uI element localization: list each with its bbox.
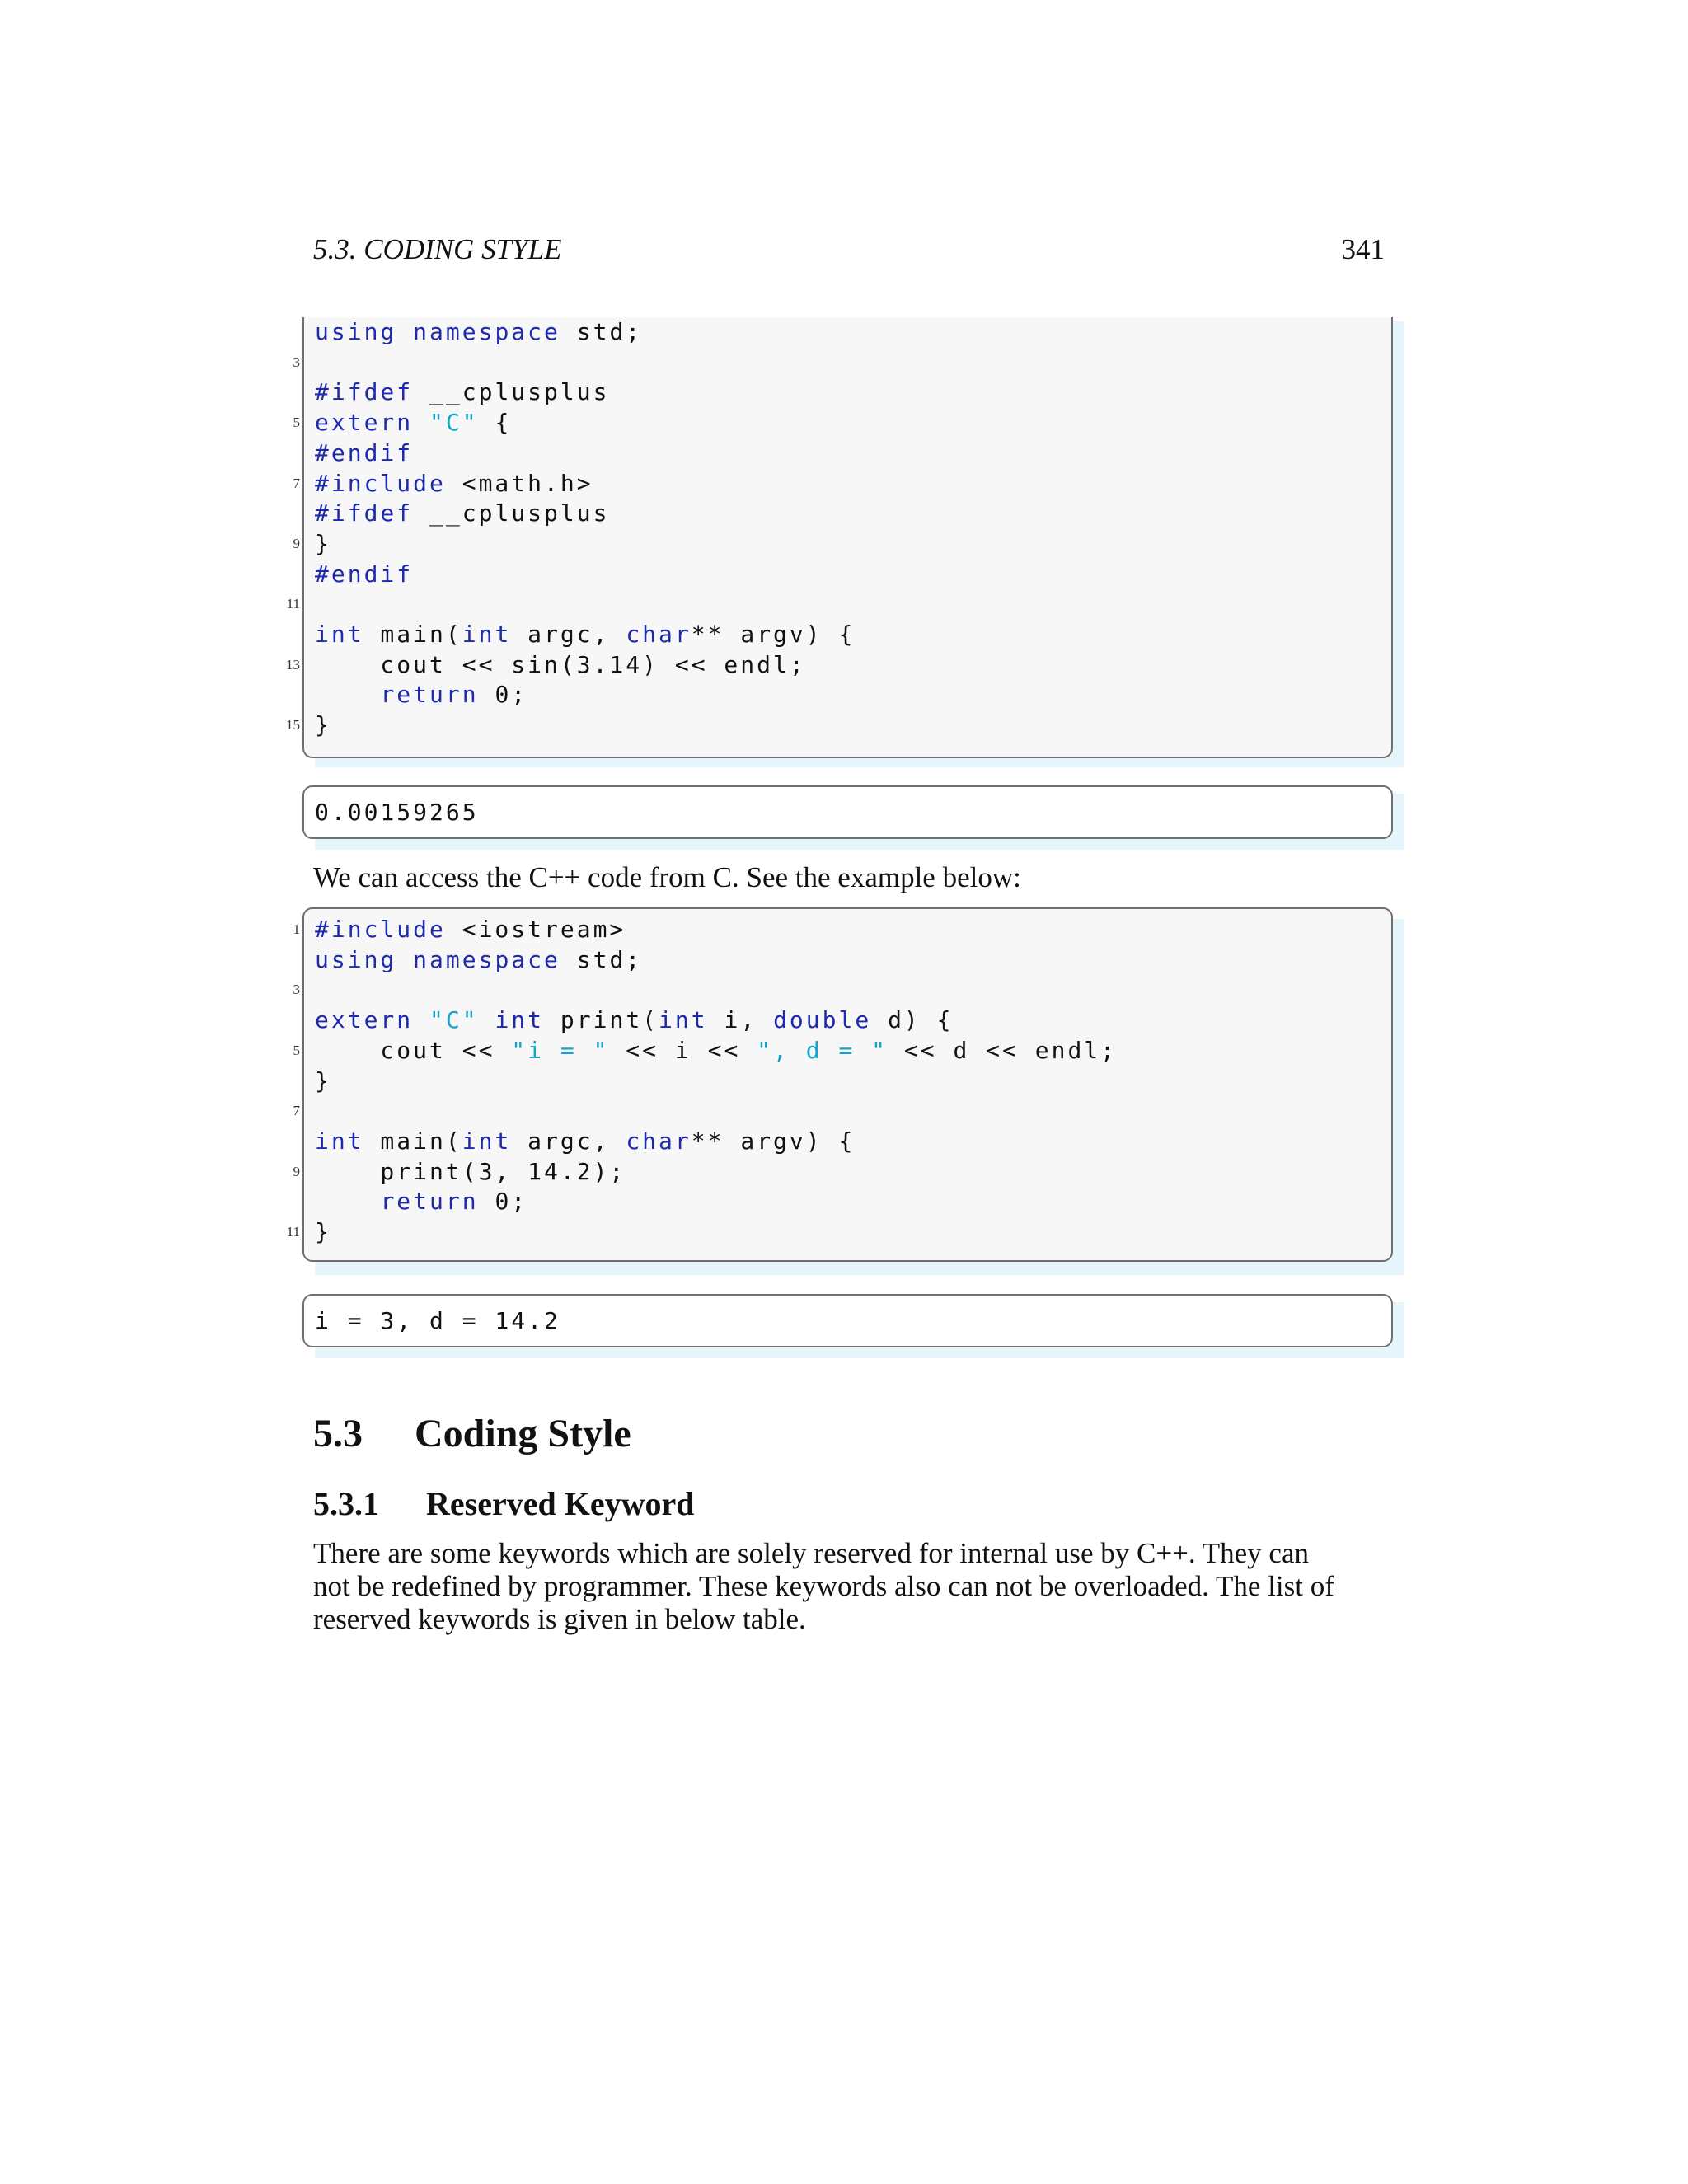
subsection-number: 5.3.1 [313, 1485, 379, 1522]
code-keyword: int [315, 1127, 364, 1155]
line-number: 5 [293, 415, 300, 431]
line-number: 7 [293, 475, 300, 491]
code-keyword: namespace [413, 318, 560, 345]
subsection-title: Reserved Keyword [426, 1485, 695, 1522]
code-string: "i = " [511, 1036, 610, 1064]
code-text [315, 1188, 380, 1215]
code-keyword: #include [315, 916, 446, 943]
code-keyword: #ifdef [315, 499, 414, 527]
code-line [315, 1066, 331, 1096]
code-line [315, 1005, 954, 1035]
code-string: "C" [429, 1006, 479, 1034]
code-text: cout << [315, 1036, 512, 1064]
code-keyword: using [315, 945, 397, 973]
code-line [315, 1157, 626, 1187]
code-keyword: namespace [413, 945, 560, 973]
line-number: 5 [293, 1042, 300, 1058]
code-text: << i << [609, 1036, 757, 1064]
code-text: main( [363, 1127, 462, 1155]
code-keyword: char [626, 621, 692, 648]
code-text: std; [560, 318, 643, 345]
line-number: 7 [293, 1103, 300, 1119]
code-keyword: #ifdef [315, 378, 414, 406]
code-keyword: return [380, 681, 479, 709]
code-line [315, 438, 413, 468]
code-keyword: return [380, 1188, 479, 1216]
code-line [315, 650, 806, 680]
line-number: 15 [286, 717, 300, 733]
code-keyword: int [495, 1006, 545, 1034]
code-text: } [315, 1066, 331, 1094]
code-text: main( [363, 621, 462, 648]
line-number: 3 [293, 354, 300, 370]
code-text: } [315, 711, 331, 739]
code-text [396, 318, 413, 345]
code-text: <iostream> [445, 916, 626, 943]
code-line [315, 680, 528, 710]
code-keyword: char [626, 1127, 692, 1155]
code-text [413, 409, 429, 436]
code-text: { [478, 409, 512, 437]
code-keyword: #endif [315, 438, 414, 466]
code-line [315, 1127, 855, 1156]
line-number: 9 [293, 1163, 300, 1179]
line-number: 11 [286, 1224, 300, 1240]
line-number: 9 [293, 535, 300, 551]
paragraph-line: not be redefined by programmer. These keywords also can not be overloaded. The list of [313, 1570, 1334, 1602]
code-text: ** argv) { [691, 1127, 856, 1155]
intro-paragraph: We can access the C++ code from C. See the example below: [313, 861, 1021, 893]
code-line [315, 915, 626, 944]
code-text [479, 1006, 495, 1033]
output-2-text: i = 3, d = 14.2 [315, 1307, 560, 1334]
code-keyword: extern [315, 409, 414, 437]
code-keyword: #endif [315, 560, 414, 588]
code-text: argc, [511, 1127, 626, 1155]
code-keyword: #include [315, 469, 446, 497]
code-text: ** argv) { [691, 621, 856, 648]
paragraph-line: There are some keywords which are solely reserved for internal use by C++. They can [313, 1537, 1309, 1569]
code-line [315, 499, 609, 528]
code-text: d) { [871, 1006, 954, 1034]
code-keyword: int [659, 1006, 708, 1034]
code-text: } [315, 529, 331, 557]
code-line [315, 1187, 528, 1216]
code-text: argc, [511, 621, 626, 648]
line-number: 11 [286, 596, 300, 612]
code-text: <math.h> [445, 469, 593, 497]
section-title: Coding Style [415, 1412, 631, 1455]
code-text: 0; [478, 681, 528, 709]
line-number: 1 [293, 921, 300, 937]
code-text: << d << endl; [888, 1036, 1118, 1064]
code-text: __cplusplus [413, 499, 610, 527]
code-line [315, 317, 642, 347]
code-line [315, 377, 609, 407]
code-text: __cplusplus [413, 378, 610, 406]
code-line [315, 529, 331, 559]
code-line [315, 1217, 331, 1247]
code-text: } [315, 1218, 331, 1245]
code-keyword: using [315, 318, 397, 345]
running-header-title: 5.3. CODING STYLE [313, 233, 562, 265]
code-text: std; [560, 945, 643, 973]
code-string: ", d = " [757, 1036, 889, 1064]
code-text: i, [707, 1006, 774, 1034]
line-number: 13 [286, 656, 300, 673]
code-keyword: int [315, 621, 364, 648]
code-keyword: int [462, 1127, 512, 1155]
code-line [315, 620, 855, 649]
code-text [315, 681, 380, 708]
code-line [315, 1036, 1117, 1066]
code-line [315, 408, 511, 438]
code-text [396, 946, 413, 973]
code-line [315, 945, 642, 975]
code-line [315, 560, 413, 589]
section-number: 5.3 [313, 1412, 363, 1455]
code-keyword: int [462, 621, 512, 648]
code-keyword: double [773, 1006, 872, 1034]
code-text [413, 1006, 429, 1033]
code-text: 0; [478, 1188, 528, 1216]
page-number: 341 [1341, 233, 1385, 265]
output-1-text: 0.00159265 [315, 799, 479, 826]
code-line [315, 469, 593, 499]
code-string: "C" [429, 409, 479, 437]
line-number: 3 [293, 982, 300, 998]
code-keyword: extern [315, 1006, 414, 1034]
code-text: cout << sin(3.14) << endl; [315, 650, 806, 678]
code-text: print( [544, 1006, 659, 1034]
code-text: print(3, 14.2); [315, 1157, 626, 1185]
paragraph-line: reserved keywords is given in below table. [313, 1603, 806, 1635]
code-line [315, 710, 331, 740]
